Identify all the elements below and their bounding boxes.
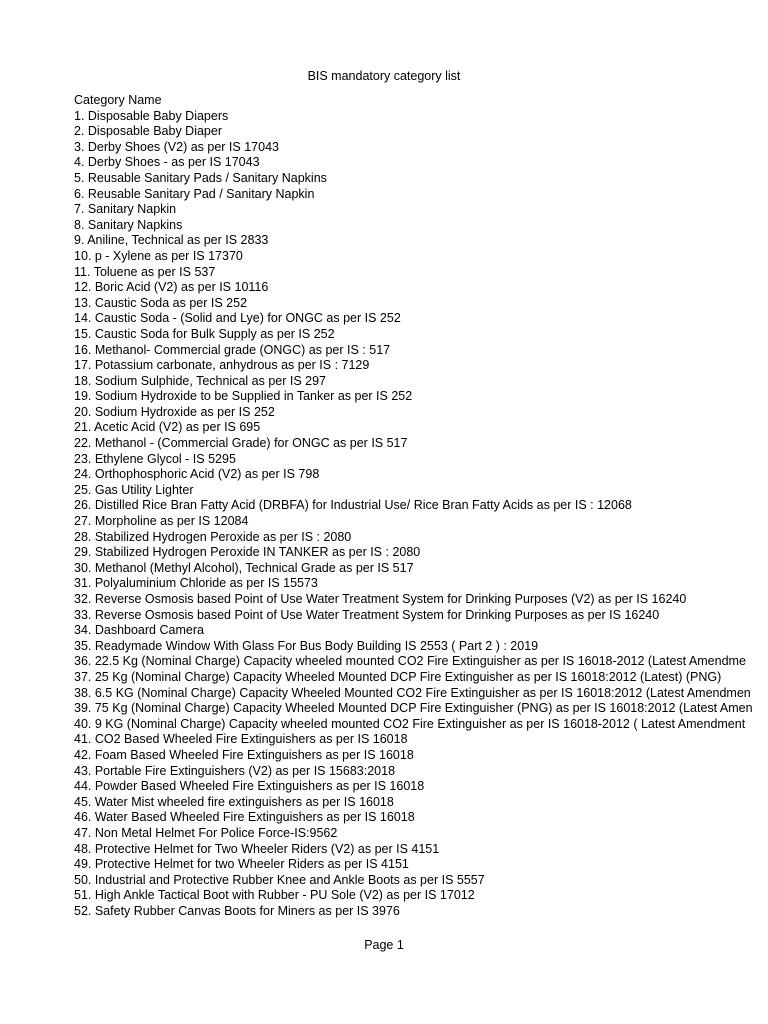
list-item: 29. Stabilized Hydrogen Peroxide IN TANKER as per IS : 2080 (74, 545, 421, 560)
list-item: 42. Foam Based Wheeled Fire Extinguishers as per IS 16018 (74, 747, 414, 762)
list-item: 11. Toluene as per IS 537 (74, 264, 216, 279)
list-item: 16. Methanol- Commercial grade (ONGC) as per IS : 517 (74, 342, 391, 357)
list-item: 41. CO2 Based Wheeled Fire Extinguishers as per IS 16018 (74, 732, 408, 747)
list-item: 47. Non Metal Helmet For Police Force-IS:9562 (74, 825, 338, 840)
list-item: 38. 6.5 KG (Nominal Charge) Capacity Wheeled Mounted CO2 Fire Extinguisher as per IS 16018:2012 (Latest Amendmen (74, 685, 751, 700)
list-item: 13. Caustic Soda as per IS 252 (74, 295, 248, 310)
list-item: 15. Caustic Soda for Bulk Supply as per IS 252 (74, 326, 335, 341)
list-item: 19. Sodium Hydroxide to be Supplied in Tanker as per IS 252 (74, 389, 413, 404)
column-header: Category Name (74, 93, 162, 107)
list-item: 4. Derby Shoes - as per IS 17043 (74, 155, 260, 170)
list-item: 36. 22.5 Kg (Nominal Charge) Capacity wheeled mounted CO2 Fire Extinguisher as per IS 16018-2012 (Latest Amendme (74, 654, 746, 669)
list-item: 40. 9 KG (Nominal Charge) Capacity wheeled mounted CO2 Fire Extinguisher as per IS 16018-2012 ( Latest Amendment (74, 716, 746, 731)
list-item: 21. Acetic Acid (V2) as per IS 695 (74, 420, 261, 435)
list-item: 18. Sodium Sulphide, Technical as per IS 297 (74, 373, 327, 388)
list-item: 27. Morpholine as per IS 12084 (74, 514, 249, 529)
page-number: Page 1 (364, 938, 404, 952)
list-item: 9. Aniline, Technical as per IS 2833 (74, 233, 269, 248)
list-item: 35. Readymade Window With Glass For Bus Body Building IS 2553 ( Part 2 ) : 2019 (74, 638, 539, 653)
category-list (74, 93, 768, 919)
list-item: 48. Protective Helmet for Two Wheeler Riders (V2) as per IS 4151 (74, 841, 440, 856)
list-item: 44. Powder Based Wheeled Fire Extinguishers as per IS 16018 (74, 779, 425, 794)
list-item: 17. Potassium carbonate, anhydrous as per IS : 7129 (74, 358, 370, 373)
category-items (74, 109, 768, 920)
list-item: 33. Reverse Osmosis based Point of Use Water Treatment System for Drinking Purposes as per IS 16240 (74, 607, 660, 622)
list-item: 28. Stabilized Hydrogen Peroxide as per IS : 2080 (74, 529, 352, 544)
list-item: 39. 75 Kg (Nominal Charge) Capacity Wheeled Mounted DCP Fire Extinguisher (PNG) as per IS 16018:2012 (Latest Amen (74, 701, 753, 716)
list-item: 3. Derby Shoes (V2) as per IS 17043 (74, 139, 279, 154)
list-item: 6. Reusable Sanitary Pad / Sanitary Napkin (74, 186, 315, 201)
list-item: 32. Reverse Osmosis based Point of Use Water Treatment System for Drinking Purposes (V2) as per IS 16240 (74, 592, 687, 606)
list-item: 25. Gas Utility Lighter (74, 482, 194, 497)
list-item: 5. Reusable Sanitary Pads / Sanitary Napkins (74, 170, 327, 185)
list-item: 2. Disposable Baby Diaper (74, 124, 222, 139)
list-item: 8. Sanitary Napkins (74, 217, 183, 232)
list-item: 46. Water Based Wheeled Fire Extinguishers as per IS 16018 (74, 810, 415, 825)
list-item: 30. Methanol (Methyl Alcohol), Technical Grade as per IS 517 (74, 560, 414, 575)
list-item: 24. Orthophosphoric Acid (V2) as per IS 798 (74, 467, 320, 482)
list-item: 31. Polyaluminium Chloride as per IS 15573 (74, 576, 318, 591)
list-item: 52. Safety Rubber Canvas Boots for Miners as per IS 3976 (74, 903, 400, 918)
list-item: 22. Methanol - (Commercial Grade) for ONGC as per IS 517 (74, 436, 408, 451)
list-item: 14. Caustic Soda - (Solid and Lye) for ONGC as per IS 252 (74, 311, 401, 326)
list-item: 26. Distilled Rice Bran Fatty Acid (DRBFA) for Industrial Use/ Rice Bran Fatty Acids as per IS : 12068 (74, 498, 632, 513)
list-item: 1. Disposable Baby Diapers (74, 108, 229, 123)
list-item: 34. Dashboard Camera (74, 623, 204, 638)
list-item: 10. p - Xylene as per IS 17370 (74, 248, 243, 263)
list-item: 45. Water Mist wheeled fire extinguishers as per IS 16018 (74, 794, 394, 809)
list-item: 23. Ethylene Glycol - IS 5295 (74, 451, 236, 466)
list-item: 37. 25 Kg (Nominal Charge) Capacity Wheeled Mounted DCP Fire Extinguisher as per IS 16018:2012 (Latest) (PNG) (74, 669, 722, 684)
list-item: 43. Portable Fire Extinguishers (V2) as per IS 15683:2018 (74, 763, 396, 778)
list-item: 7. Sanitary Napkin (74, 202, 177, 217)
list-item: 51. High Ankle Tactical Boot with Rubber - PU Sole (V2) as per IS 17012 (74, 888, 475, 903)
list-item: 50. Industrial and Protective Rubber Knee and Ankle Boots as per IS 5557 (74, 872, 485, 887)
list-item: 12. Boric Acid (V2) as per IS 10116 (74, 280, 269, 295)
document-title: BIS mandatory category list (307, 69, 461, 83)
list-item: 20. Sodium Hydroxide as per IS 252 (74, 404, 275, 419)
list-item: 49. Protective Helmet for two Wheeler Riders as per IS 4151 (74, 857, 409, 872)
